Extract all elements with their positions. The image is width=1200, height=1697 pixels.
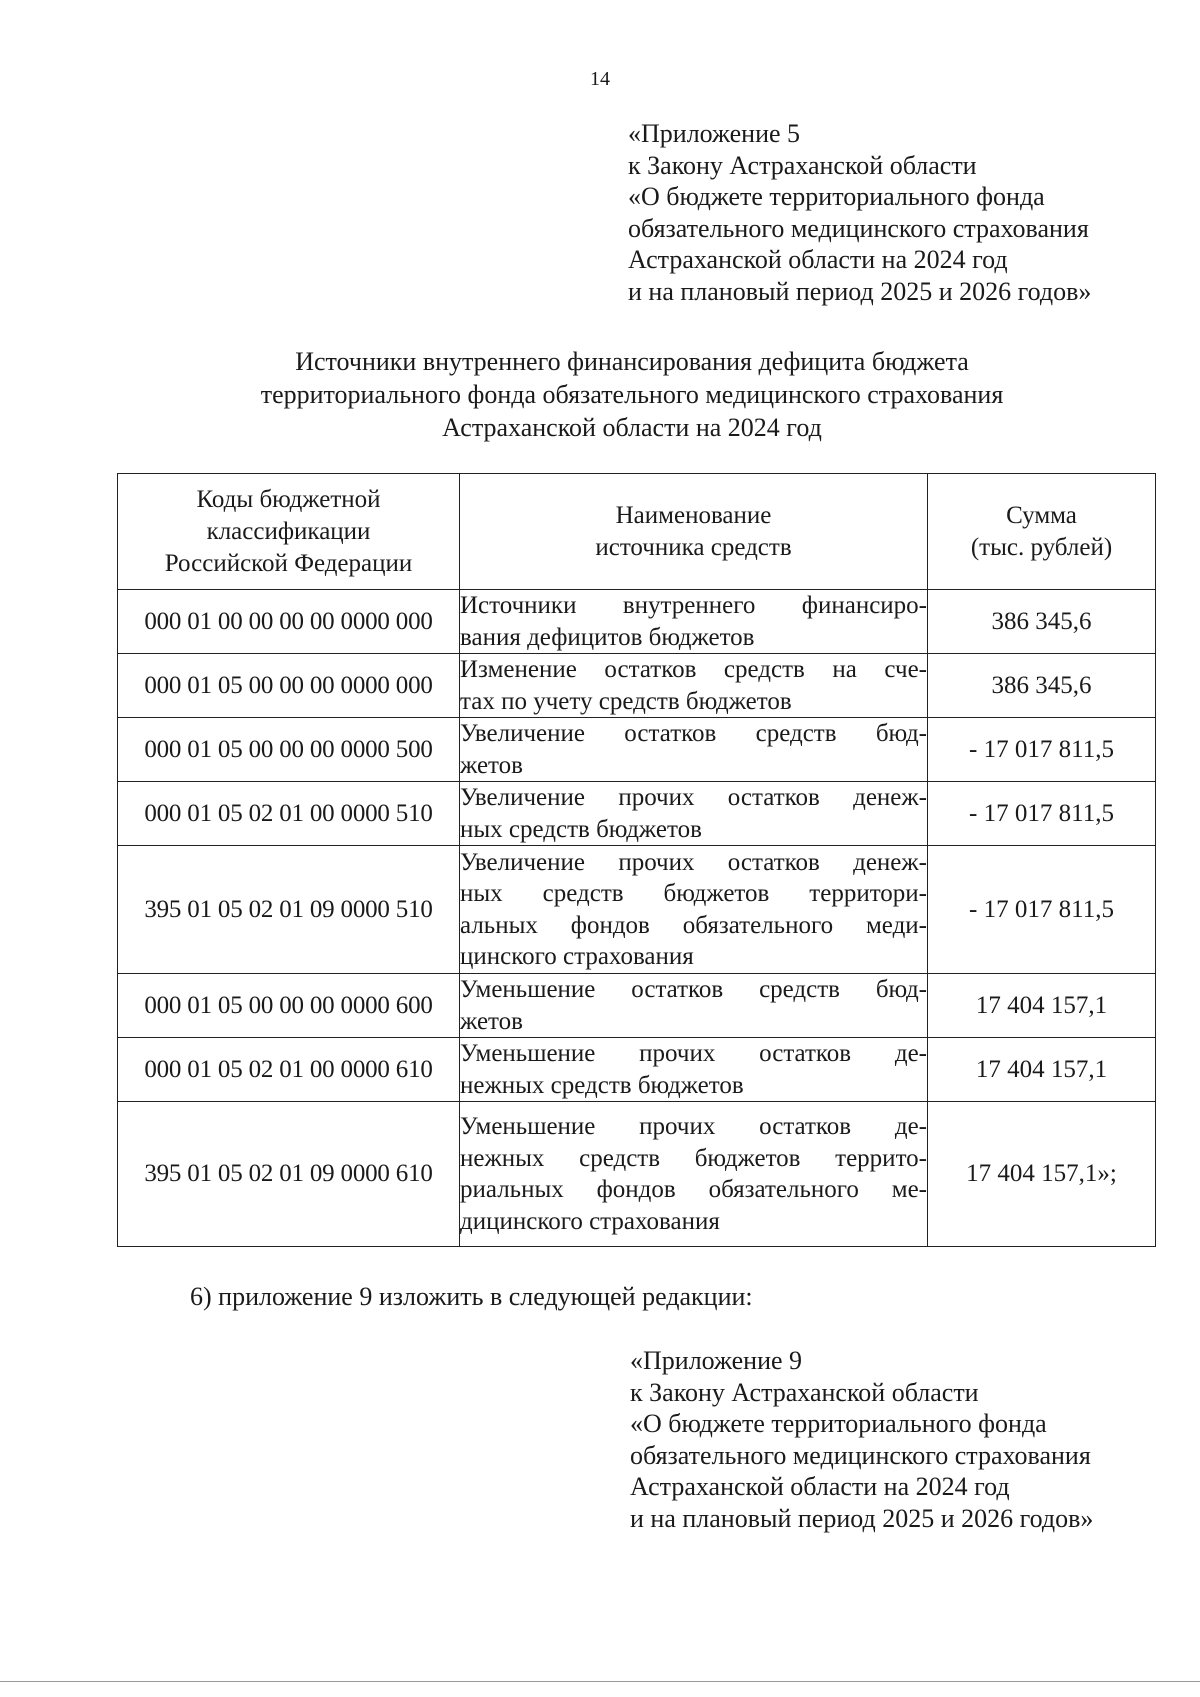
table-row (118, 590, 1156, 654)
appendix-9-line: «О бюджете территориального фонда (630, 1409, 1047, 1438)
appendix-9-line: Астраханской области на 2024 год (630, 1472, 1010, 1501)
header-sum (928, 474, 1156, 590)
appendix-9-line: к Закону Астраханской области (630, 1377, 979, 1407)
header-sum-line: Сумма (1006, 501, 1077, 529)
row-code: 000 01 05 00 00 00 0000 600 (118, 974, 460, 1038)
row-name-line: Изменение остатков средств на сче- (460, 656, 927, 683)
table-header-row (118, 474, 1156, 590)
row-sum: 17 404 157,1 (928, 974, 1156, 1038)
table-row (118, 846, 1156, 974)
row-name-line: Источники внутреннего финансиро- (460, 592, 927, 619)
row-sum: 386 345,6 (928, 654, 1156, 718)
row-name (460, 1038, 928, 1102)
header-codes-line: Коды бюджетной (196, 485, 381, 513)
header-codes-line: Российской Федерации (164, 549, 413, 577)
document-title-line: Источники внутреннего финансирования дефицита бюджета (295, 347, 969, 376)
page-number: 14 (590, 68, 610, 90)
amendment-paragraph: 6) приложение 9 изложить в следующей редакции: (190, 1282, 753, 1311)
appendix-9-line: обязательного медицинского страхования (630, 1440, 1091, 1470)
appendix-5-heading (628, 118, 1091, 307)
appendix-9-line: «Приложение 9 (630, 1346, 803, 1375)
row-name-line: Уменьшение прочих остатков де- (460, 1113, 927, 1140)
row-name (460, 1102, 928, 1247)
row-name-line: ных средств бюджетов (460, 815, 702, 843)
header-name-line: Наименование (615, 501, 772, 529)
row-name-line: Уменьшение прочих остатков де- (460, 1040, 927, 1067)
row-name (460, 782, 928, 846)
row-name-line: риальных фондов обязательного ме- (460, 1176, 927, 1203)
table-row (118, 654, 1156, 718)
page-bottom-rule (0, 1681, 1200, 1682)
appendix-9-heading (630, 1345, 1093, 1534)
header-name (460, 474, 928, 590)
row-name-line: Увеличение остатков средств бюд- (460, 720, 927, 747)
appendix-5-line: «Приложение 5 (628, 119, 801, 148)
row-name-line: вания дефицитов бюджетов (460, 623, 755, 651)
row-code: 000 01 05 02 01 00 0000 510 (118, 782, 460, 846)
row-name-line: жетов (460, 751, 523, 779)
row-sum: - 17 017 811,5 (928, 782, 1156, 846)
header-codes (118, 474, 460, 590)
table-row (118, 974, 1156, 1038)
table-row (118, 1102, 1156, 1247)
row-name-line: нежных средств бюджетов террито- (460, 1144, 927, 1172)
row-code: 000 01 05 00 00 00 0000 000 (118, 654, 460, 718)
row-code: 000 01 05 02 01 00 0000 610 (118, 1038, 460, 1102)
row-name-line: тах по учету средств бюджетов (460, 687, 792, 715)
row-name-line: ных средств бюджетов территори- (460, 880, 927, 907)
row-name (460, 846, 928, 974)
row-name-line: дицинского страхования (460, 1207, 720, 1235)
header-codes-line: классификации (206, 517, 371, 545)
row-name-line: цинского страхования (460, 943, 694, 970)
document-title (0, 345, 1200, 444)
row-name-line: альных фондов обязательного меди- (460, 911, 927, 939)
row-name (460, 590, 928, 654)
document-title-line: Астраханской области на 2024 год (442, 413, 822, 442)
document-title-line: территориального фонда обязательного медицинского страхования (260, 380, 1004, 409)
header-sum-line: (тыс. рублей) (970, 533, 1113, 561)
budget-sources-table (117, 473, 1156, 1247)
appendix-5-line: Астраханской области на 2024 год (628, 245, 1008, 274)
header-name-line: источника средств (595, 533, 792, 561)
row-name-line: нежных средств бюджетов (460, 1071, 744, 1099)
appendix-9-line: и на плановый период 2025 и 2026 годов» (630, 1503, 1094, 1533)
row-name (460, 654, 928, 718)
row-name-line: жетов (460, 1007, 523, 1035)
row-name (460, 718, 928, 782)
row-sum: 386 345,6 (928, 590, 1156, 654)
row-code: 395 01 05 02 01 09 0000 510 (118, 846, 460, 974)
row-name-line: Уменьшение остатков средств бюд- (460, 976, 927, 1003)
table-row (118, 1038, 1156, 1102)
table-row (118, 782, 1156, 846)
row-name (460, 974, 928, 1038)
row-code: 395 01 05 02 01 09 0000 610 (118, 1102, 460, 1247)
row-sum: - 17 017 811,5 (928, 846, 1156, 974)
row-code: 000 01 05 00 00 00 0000 500 (118, 718, 460, 782)
appendix-5-line: к Закону Астраханской области (628, 150, 977, 180)
row-name-line: Увеличение прочих остатков денеж- (460, 848, 927, 876)
appendix-5-line: и на плановый период 2025 и 2026 годов» (628, 276, 1092, 306)
row-sum: 17 404 157,1»; (928, 1102, 1156, 1247)
row-name-line: Увеличение прочих остатков денеж- (460, 784, 927, 811)
row-sum: - 17 017 811,5 (928, 718, 1156, 782)
appendix-5-line: обязательного медицинского страхования (628, 213, 1089, 243)
appendix-5-line: «О бюджете территориального фонда (628, 182, 1045, 211)
row-sum: 17 404 157,1 (928, 1038, 1156, 1102)
row-code: 000 01 00 00 00 00 0000 000 (118, 590, 460, 654)
table-row (118, 718, 1156, 782)
